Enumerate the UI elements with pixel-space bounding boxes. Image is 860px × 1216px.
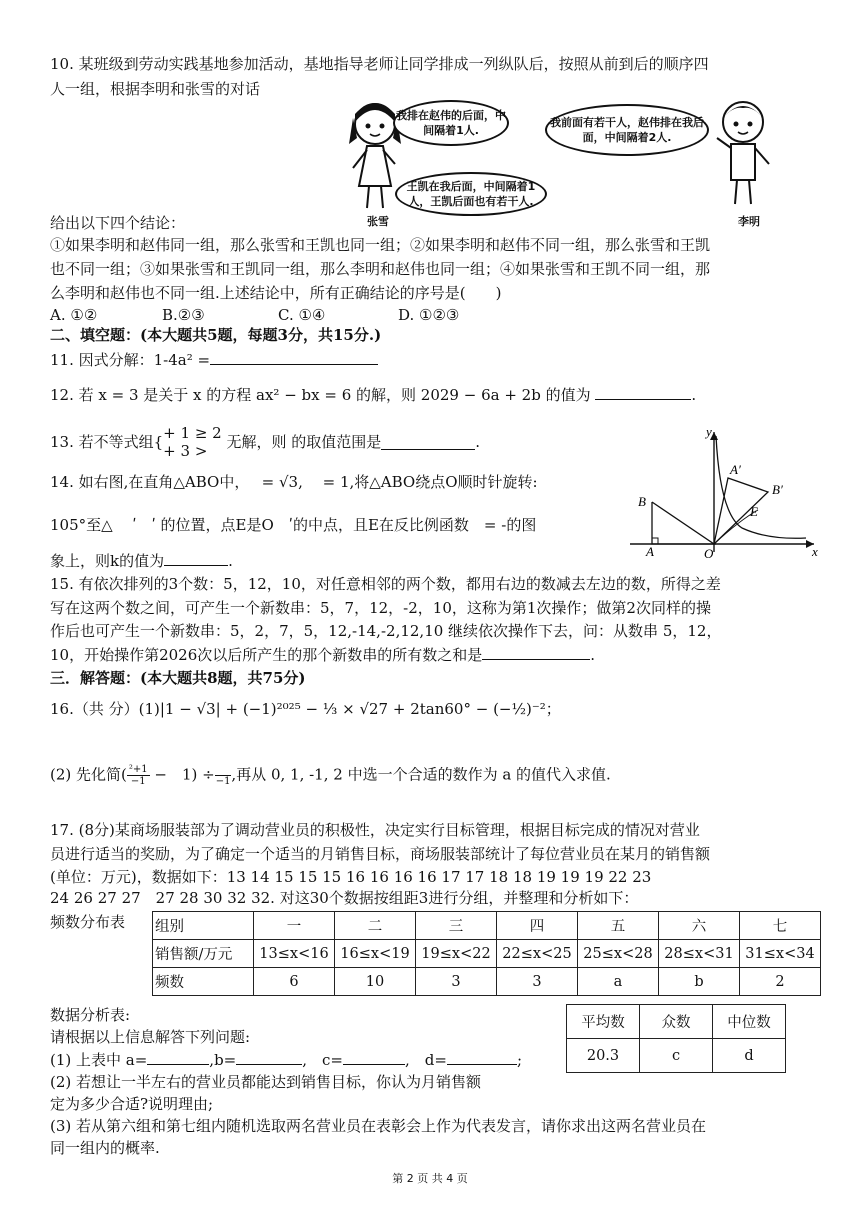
q15-line4-text: 10，开始操作第2026次以后所产生的那个新数串的所有数之和是: [50, 646, 483, 664]
q10-line1: 10. 某班级到劳动实践基地参加活动，基地指导老师让同学排成一列纵队后，按照从前到后的顺序四: [50, 55, 709, 73]
table-cell: d: [713, 1039, 786, 1073]
q17-sub2-line1: (2) 若想让一半左右的营业员都能达到销售目标，你认为月销售额: [50, 1073, 482, 1091]
table-cell: 五: [578, 912, 659, 940]
label-e: E: [750, 504, 758, 519]
label-y-axis: y: [706, 424, 712, 439]
answer-blank-b[interactable]: [236, 1049, 302, 1065]
table-cell: 六: [659, 912, 740, 940]
q13: [50, 424, 480, 460]
name-liming: 李明: [738, 215, 760, 228]
name-zhangxue: 张雪: [367, 215, 389, 228]
table-cell: 销售额/万元: [153, 940, 254, 968]
table-cell: a: [578, 968, 659, 996]
table-cell: 19≤x<22: [416, 940, 497, 968]
speech-bubble-2: [545, 104, 709, 156]
q16-frac1-den: −1: [130, 776, 146, 787]
q12: [50, 384, 696, 405]
table-row: [153, 940, 821, 968]
table-row: [153, 968, 821, 996]
answer-blank-d[interactable]: [447, 1049, 517, 1065]
q16-part2-post: ,再从 0, 1, -1, 2 中选一个合适的数作为 a 的值代入求值.: [231, 765, 611, 784]
q11: [50, 349, 378, 370]
table-cell: 6: [254, 968, 335, 996]
q17-line2: 员进行适当的奖励，为了确定一个适当的月销售目标，商场服装部统计了每位营业员在某月的销售额: [50, 845, 711, 863]
q17-sub2-line2: 定为多少合适?说明理由;: [50, 1095, 214, 1113]
q13-mid: 无解，则 的取值范围是: [226, 433, 382, 451]
table-cell: b: [659, 968, 740, 996]
label-o: O: [704, 546, 714, 560]
table-cell: 3: [497, 968, 578, 996]
q16-fraction-2: [215, 764, 232, 787]
speech-bubble-1: [393, 100, 509, 146]
q17-line4: 24 26 27 27 27 28 30 32 32. 对这30个数据按组距3进行分组，并整理和分析如下：: [50, 889, 639, 907]
sub1-a-label: (1) 上表中 a=: [50, 1051, 148, 1069]
q12-answer-blank[interactable]: [595, 384, 691, 400]
table-cell: 三: [416, 912, 497, 940]
freq-table-label: 频数分布表: [50, 913, 126, 931]
table-cell: 中位数: [713, 1005, 786, 1039]
dialogue-illustration: [345, 98, 785, 228]
sub1-d-label: , d=: [405, 1051, 447, 1069]
q17-line1: 17. (8分)某商场服装部为了调动营业员的积极性，决定实行目标管理，根据目标完成的情况对营业: [50, 821, 700, 839]
q10-conclusion-line2: 也不同一组；③如果张雪和王凯同一组，那么李明和赵伟也同一组；④如果张雪和王凯不同一组，那: [50, 260, 711, 278]
page-footer: 第 2 页 共 4 页: [392, 1172, 468, 1185]
q16-frac2-num: [215, 764, 232, 776]
table-cell: 25≤x<28: [578, 940, 659, 968]
label-a: A: [646, 544, 654, 559]
q11-text: 11. 因式分解：1-4a² =: [50, 351, 211, 369]
table-cell: 二: [335, 912, 416, 940]
option-c[interactable]: C. ①④: [278, 306, 326, 324]
q16-frac1-num: ²+1: [128, 764, 148, 775]
table-cell: 28≤x<31: [659, 940, 740, 968]
speech-bubble-3: [395, 172, 547, 216]
label-b-prime: B′: [772, 482, 783, 497]
q10-options: [50, 305, 459, 325]
table-cell: 平均数: [567, 1005, 640, 1039]
q12-end: .: [691, 386, 697, 404]
q14-line1: 14. 如右图,在直角△ABO中， = √3, = 1,将△ABO绕点O顺时针旋转:: [50, 473, 538, 491]
q13-end: .: [475, 433, 481, 451]
label-x-axis: x: [812, 544, 818, 559]
q16-part2-mid: − 1) ÷: [149, 765, 215, 784]
stats-table: [566, 1004, 786, 1073]
q14-end: .: [228, 552, 233, 570]
q15-line2: 写在这两个数之间，可产生一个新数串：5，7，12，-2，10，这称为第1次操作；做第2次同样的操: [50, 599, 711, 617]
label-a-prime: A′: [730, 462, 741, 477]
speech-bubble-1-text: 我排在赵伟的后面，中间隔着1人.: [396, 109, 506, 137]
q16-fraction-1: [127, 764, 150, 787]
q13-inequality-2: + 3 >: [163, 442, 208, 460]
section2-heading: 二、填空题：(本大题共5题，每题3分，共15分.): [50, 326, 382, 344]
table-cell: 组别: [153, 912, 254, 940]
q15-end: .: [590, 646, 596, 664]
section3-heading: 三．解答题：(本大题共8题，共75分): [50, 669, 306, 687]
table-cell: 3: [416, 968, 497, 996]
label-b: B: [638, 494, 646, 509]
q14-answer-blank[interactable]: [164, 550, 228, 566]
table-cell: 2: [740, 968, 821, 996]
q15-answer-blank[interactable]: [482, 644, 590, 660]
table-cell: 22≤x<25: [497, 940, 578, 968]
liming-figure: [713, 98, 773, 218]
table-cell: 31≤x<34: [740, 940, 821, 968]
q15-line1: 15. 有依次排列的3个数：5，12，10，对任意相邻的两个数，都用右边的数减去左边的数，所得之差: [50, 575, 721, 593]
table-cell: 13≤x<16: [254, 940, 335, 968]
table-cell: 七: [740, 912, 821, 940]
q13-answer-blank[interactable]: [381, 434, 475, 450]
analysis-table-label: 数据分析表:: [50, 1006, 131, 1024]
q14-line3: [50, 550, 233, 571]
table-cell: 四: [497, 912, 578, 940]
q11-answer-blank[interactable]: [210, 349, 378, 365]
option-b[interactable]: B.②③: [162, 306, 205, 324]
speech-bubble-2-text: 我前面有若干人，赵伟排在我后面，中间隔着2人.: [550, 116, 704, 144]
q13-system: [163, 424, 222, 460]
q16-part2-pre: (2) 先化简(: [50, 765, 127, 784]
table-cell: 频数: [153, 968, 254, 996]
answer-blank-c[interactable]: [343, 1049, 405, 1065]
table-cell: 20.3: [567, 1039, 640, 1073]
sub1-c-label: , c=: [302, 1051, 343, 1069]
q10-conclusion-line1: ①如果李明和赵伟同一组，那么张雪和王凯也同一组；②如果李明和赵伟不同一组，那么张雪和王凯: [50, 236, 711, 254]
q12-text: 12. 若 x = 3 是关于 x 的方程 ax² − bx = 6 的解，则 2029 − 6a + 2b 的值为: [50, 386, 591, 404]
q14-line2: 105°至△ ʹ ʹ 的位置，点E是O ʹ的中点，且E在反比例函数 = -的图: [50, 516, 537, 534]
q17-sub3-line2: 同一组内的概率.: [50, 1139, 160, 1157]
option-a[interactable]: A. ①②: [50, 306, 98, 324]
table-row: [567, 1005, 786, 1039]
frequency-table: [152, 911, 821, 996]
table-cell: 10: [335, 968, 416, 996]
q15-line4: [50, 644, 595, 665]
q17-sub1: [50, 1049, 522, 1070]
q17-line3: (单位：万元)，数据如下：13 14 15 15 15 16 16 16 16 17 17 18 18 19 19 19 22 23: [50, 868, 652, 886]
q17-ask: 请根据以上信息解答下列问题:: [50, 1028, 251, 1046]
table-cell: c: [640, 1039, 713, 1073]
q17-sub3-line1: (3) 若从第六组和第七组内随机选取两名营业员在表彰会上作为代表发言，请你求出这两名营业员在: [50, 1117, 707, 1135]
answer-blank-a[interactable]: [147, 1049, 209, 1065]
table-cell: 一: [254, 912, 335, 940]
table-row: [153, 912, 821, 940]
option-d[interactable]: D. ①②③: [398, 306, 460, 324]
q16-frac2-den: −1: [215, 776, 231, 787]
q16-part1: 16.（共 分）(1)|1 − √3| + (−1)²⁰²⁵ − ⅓ × √27 + 2tan60° − (−½)⁻²；: [50, 700, 561, 718]
q14-line3-text: 象上，则k的值为: [50, 552, 165, 570]
table-row: [567, 1039, 786, 1073]
q15-line3: 作后也可产生一个新数串：5，2，7，5，12,-14,-2,12,10 继续依次操作下去，问：从数串 5，12，: [50, 622, 722, 640]
table-cell: 众数: [640, 1005, 713, 1039]
q10-line2: 人一组，根据李明和张雪的对话: [50, 80, 261, 98]
q10-given: 给出以下四个结论：: [50, 214, 186, 232]
speech-bubble-3-text: 王凯在我后面，中间隔着1人，王凯后面也有若干人.: [406, 180, 536, 208]
sub1-b-label: ,b=: [209, 1051, 237, 1069]
sub1-end: ;: [516, 1051, 523, 1069]
q13-inequality-1: + 1 ≥ 2: [163, 424, 222, 442]
q16-part2: [50, 764, 611, 787]
rotation-figure: [628, 424, 824, 560]
table-cell: 16≤x<19: [335, 940, 416, 968]
q13-text: 13. 若不等式组{: [50, 433, 164, 451]
q10-conclusion-line3: 么李明和赵伟也不同一组.上述结论中，所有正确结论的序号是( ): [50, 284, 502, 302]
